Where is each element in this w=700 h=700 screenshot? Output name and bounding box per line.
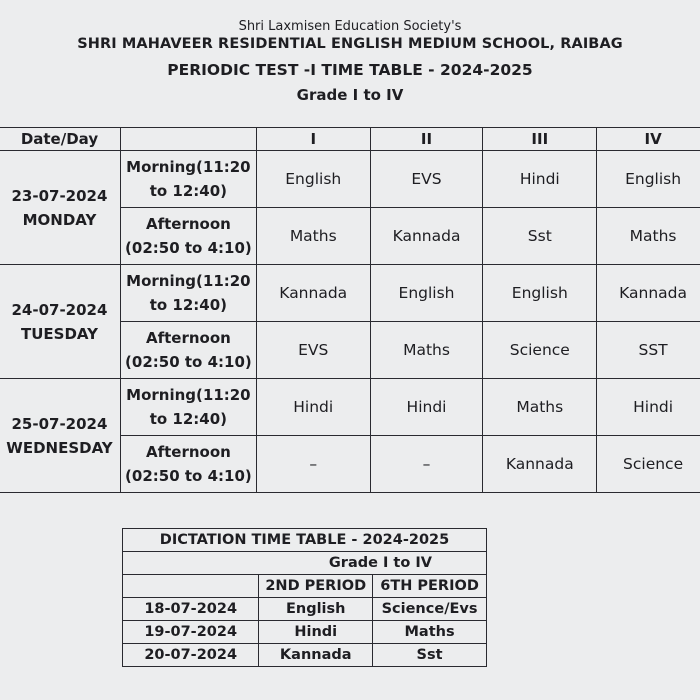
session-cell bbox=[120, 436, 256, 493]
table-row bbox=[123, 598, 487, 621]
header-2nd-period: 2ND PERIOD bbox=[259, 575, 373, 598]
dictation-subject: Maths bbox=[373, 621, 487, 644]
table-row bbox=[123, 644, 487, 667]
subject-cell: – bbox=[256, 436, 370, 493]
subject-cell: English bbox=[370, 265, 483, 322]
dictation-timetable bbox=[122, 528, 487, 667]
subject-cell: English bbox=[597, 151, 700, 208]
table-row bbox=[0, 265, 700, 322]
session-line: (02:50 to 4:10) bbox=[125, 239, 252, 257]
subject-cell: Kannada bbox=[483, 436, 597, 493]
session-line: to 12:40) bbox=[149, 296, 228, 314]
header-grade-1: I bbox=[256, 128, 370, 151]
society-name: Shri Laxmisen Education Society's bbox=[238, 19, 462, 34]
dictation-subject: Science/Evs bbox=[373, 598, 487, 621]
session-cell bbox=[120, 379, 256, 436]
subject-cell: Maths bbox=[370, 322, 483, 379]
school-name: SHRI MAHAVEER RESIDENTIAL ENGLISH MEDIUM SCHOOL, RAIBAG bbox=[77, 36, 623, 52]
header-date-day: Date/Day bbox=[0, 128, 120, 151]
dictation-title: DICTATION TIME TABLE - 2024-2025 bbox=[123, 529, 487, 552]
dictation-subject: English bbox=[259, 598, 373, 621]
subject-cell: – bbox=[370, 436, 483, 493]
grade-range: Grade I to IV bbox=[296, 86, 404, 104]
table-row bbox=[123, 621, 487, 644]
dictation-grade-row bbox=[123, 552, 487, 575]
session-line: to 12:40) bbox=[149, 410, 228, 428]
subject-cell: Kannada bbox=[256, 265, 370, 322]
subject-cell: Hindi bbox=[256, 379, 370, 436]
session-line: Afternoon bbox=[145, 443, 231, 461]
session-line: (02:50 to 4:10) bbox=[125, 353, 252, 371]
session-line: Afternoon bbox=[145, 215, 231, 233]
table-row bbox=[0, 151, 700, 208]
subject-cell: SST bbox=[597, 322, 700, 379]
date-cell bbox=[0, 151, 120, 265]
day: TUESDAY bbox=[20, 324, 98, 343]
header-grade-3: III bbox=[483, 128, 597, 151]
subject-cell: Hindi bbox=[597, 379, 700, 436]
date: 24-07-2024 bbox=[11, 300, 108, 319]
subject-cell: Kannada bbox=[370, 208, 483, 265]
test-title: PERIODIC TEST -I TIME TABLE - 2024-2025 bbox=[167, 61, 533, 79]
session-cell bbox=[120, 208, 256, 265]
subject-cell: English bbox=[483, 265, 597, 322]
date-cell bbox=[0, 265, 120, 379]
subject-cell: Hindi bbox=[483, 151, 597, 208]
subject-cell: Kannada bbox=[597, 265, 700, 322]
subject-cell: Maths bbox=[483, 379, 597, 436]
dictation-subject: Hindi bbox=[259, 621, 373, 644]
session-cell bbox=[120, 322, 256, 379]
header-grade-2: II bbox=[370, 128, 483, 151]
session-line: Afternoon bbox=[145, 329, 231, 347]
date: 25-07-2024 bbox=[11, 414, 108, 433]
table-row bbox=[0, 379, 700, 436]
header-date bbox=[123, 575, 259, 598]
subject-cell: Maths bbox=[597, 208, 700, 265]
dictation-date: 19-07-2024 bbox=[123, 621, 259, 644]
session-line: Morning(11:20 bbox=[126, 158, 251, 176]
day: WEDNESDAY bbox=[6, 438, 113, 457]
date: 23-07-2024 bbox=[11, 186, 108, 205]
subject-cell: Science bbox=[483, 322, 597, 379]
periodic-test-timetable bbox=[0, 127, 700, 493]
subject-cell: Sst bbox=[483, 208, 597, 265]
session-line: (02:50 to 4:10) bbox=[125, 467, 252, 485]
session-line: Morning(11:20 bbox=[126, 386, 251, 404]
day: MONDAY bbox=[22, 210, 97, 229]
subject-cell: Maths bbox=[256, 208, 370, 265]
dictation-title-row bbox=[123, 529, 487, 552]
dictation-date: 20-07-2024 bbox=[123, 644, 259, 667]
header-session bbox=[120, 128, 256, 151]
subject-cell: Hindi bbox=[370, 379, 483, 436]
subject-cell: EVS bbox=[256, 322, 370, 379]
dictation-subject: Kannada bbox=[259, 644, 373, 667]
dictation-subject: Sst bbox=[373, 644, 487, 667]
date-cell bbox=[0, 379, 120, 493]
session-line: to 12:40) bbox=[149, 182, 228, 200]
session-cell bbox=[120, 151, 256, 208]
timetable-header-row bbox=[0, 128, 700, 151]
subject-cell: English bbox=[256, 151, 370, 208]
dictation-header-row bbox=[123, 575, 487, 598]
dictation-date: 18-07-2024 bbox=[123, 598, 259, 621]
header-grade-4: IV bbox=[597, 128, 700, 151]
session-line: Morning(11:20 bbox=[126, 272, 251, 290]
header-6th-period: 6TH PERIOD bbox=[373, 575, 487, 598]
subject-cell: Science bbox=[597, 436, 700, 493]
subject-cell: EVS bbox=[370, 151, 483, 208]
session-cell bbox=[120, 265, 256, 322]
dictation-grade: Grade I to IV bbox=[123, 552, 487, 575]
